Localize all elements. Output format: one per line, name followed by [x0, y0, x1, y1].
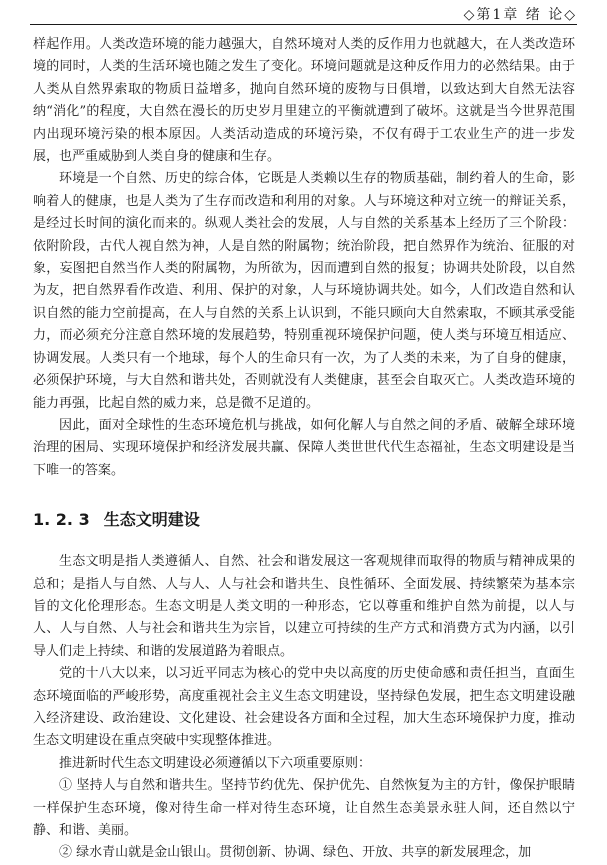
- paragraph-continuation: 样起作用。人类改造环境的能力越强大，自然环境对人类的反作用力也就越大，在人类改造环境的同时，人类的生活环境也随之发生了变化。环境问题就是这种反作用力的必然结果。由于人类从自然界索取的物质日益增多，抛向自然环境的废物与日俱增，以致达到大自然无法容纳“消化”的程度，大自然在漫长的历史岁月里建立的平衡就遭到了破坏。这就是当今世界范围内出现环境污染的根本原因。人类活动造成的环境污染，不仅有碍于工农业生产的进一步发展，也严重威胁到人类自身的健康和生存。: [33, 37, 575, 165]
- paragraph-definition: 生态文明是指人类遵循人、自然、社会和谐发展这一客观规律而取得的物质与精神成果的总和；是指人与自然、人与人、人与社会和谐共生、良性循环、全面发展、持续繁荣为基本宗旨的文化伦理形态。生态文明是人类文明的一种形态，它以尊重和维护自然为前提，以人与人、人与自然、人与社会和谐共生为宗旨，以建立可持续的生产方式和消费方式为内涵，以引导人们走上持续、和谐的发展道路为着眼点。: [33, 554, 575, 659]
- header-rule: [30, 24, 577, 25]
- principle-item-1: ① 坚持人与自然和谐共生。坚持节约优先、保护优先、自然恢复为主的方针，像保护眼睛一样保护生态环境，像对待生命一样对待生态环境，让自然生态美景永驻人间，还自然以宁静、和谐、美丽。: [33, 778, 575, 838]
- section-title: 生态文明建设: [103, 510, 200, 530]
- paragraph-party-congress: 党的十八大以来，以习近平同志为核心的党中央以高度的历史使命感和责任担当，直面生态环境面临的严峻形势，高度重视社会主义生态文明建设，坚持绿色发展，把生态文明建设融入经济建设、政治建设、文化建设、社会建设各方面和全过程，加大生态环境保护力度，推动生态文明建设在重点突破中实现整体推进。: [33, 666, 575, 749]
- paragraph-principles-intro: 推进新时代生态文明建设必须遵循以下六项重要原则：: [59, 755, 372, 771]
- paragraph-environment: 环境是一个自然、历史的综合体，它既是人类赖以生存的物质基础，制约着人的生命，影响着人的健康，也是人类为了生存而改造和利用的对象。人与环境这种对立统一的辩证关系，是经过长时间的演化而来的。纵观人类社会的发展，人与自然的关系基本上经历了三个阶段：依附阶段，古代人视自然为神，人是自然的附属物；统治阶段，把自然界作为统治、征服的对象，妄图把自然当作人类的附属物，为所欲为，因而遭到自然的报复；协调共处阶段，以自然为友，把自然界看作改造、利用、保护的对象，人与环境协调共处。如今，人们改造自然和认识自然的能力空前提高，在人与自然的关系上认识到，不能只顾向大自然索取，不顾其承受能力，而必须充分注意自然环境的发展趋势，特别重视环境保护问题，使人类与环境互相适应、协调发展。人类只有一个地球，每个人的生命只有一次，为了人类的未来，为了自身的健康，必须保护环境，与大自然和谐共处，否则就没有人类健康，甚至会自取灭亡。人类改造环境的能力再强，比起自然的威力来，总是微不足道的。: [33, 171, 575, 411]
- page-content: [33, 34, 575, 865]
- principle-item-2: ② 绿水青山就是金山银山。贯彻创新、协调、绿色、开放、共享的新发展理念，加: [59, 845, 532, 861]
- section-heading: [33, 509, 575, 531]
- paragraph-conclusion: 因此，面对全球性的生态环境危机与挑战，如何化解人与自然之间的矛盾、破解全球环境治理的困局、实现环境保护和经济发展共赢、保障人类世世代代生态福祉，生态文明建设是当下唯一的答案。: [33, 417, 575, 478]
- section-number: 1. 2. 3: [33, 510, 90, 530]
- running-header: ◇第1章 绪 论◇: [463, 7, 577, 23]
